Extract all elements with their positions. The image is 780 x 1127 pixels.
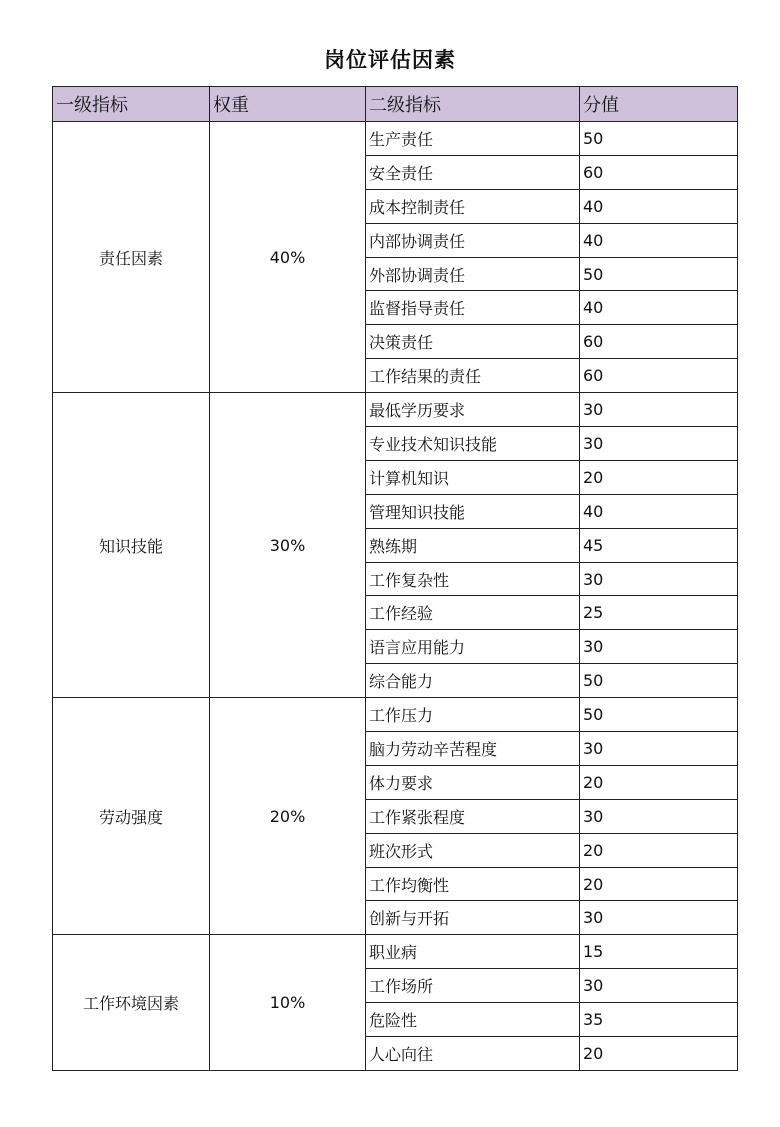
header-level1: 一级指标 (53, 87, 210, 122)
level2-indicator-cell: 工作结果的责任 (366, 359, 580, 393)
header-row (53, 87, 738, 122)
header-score: 分值 (580, 87, 738, 122)
score-cell: 30 (580, 901, 738, 935)
level2-indicator-cell: 外部协调责任 (366, 257, 580, 291)
level2-indicator-cell: 工作复杂性 (366, 562, 580, 596)
level1-indicator-cell: 知识技能 (53, 393, 210, 698)
table-row (53, 122, 738, 156)
score-cell: 40 (580, 223, 738, 257)
level2-indicator-cell: 工作经验 (366, 596, 580, 630)
score-cell: 30 (580, 393, 738, 427)
score-cell: 50 (580, 257, 738, 291)
level2-indicator-cell: 工作均衡性 (366, 867, 580, 901)
level1-indicator-cell: 劳动强度 (53, 698, 210, 935)
score-cell: 50 (580, 664, 738, 698)
level2-indicator-cell: 计算机知识 (366, 460, 580, 494)
score-cell: 20 (580, 833, 738, 867)
level2-indicator-cell: 脑力劳动辛苦程度 (366, 732, 580, 766)
header-level2: 二级指标 (366, 87, 580, 122)
level2-indicator-cell: 监督指导责任 (366, 291, 580, 325)
score-cell: 35 (580, 1003, 738, 1037)
score-cell: 20 (580, 765, 738, 799)
weight-cell: 30% (210, 393, 366, 698)
level2-indicator-cell: 综合能力 (366, 664, 580, 698)
level2-indicator-cell: 工作压力 (366, 698, 580, 732)
weight-cell: 20% (210, 698, 366, 935)
page-title: 岗位评估因素 (324, 48, 456, 72)
score-cell: 30 (580, 799, 738, 833)
score-cell: 30 (580, 732, 738, 766)
table-row (53, 393, 738, 427)
level2-indicator-cell: 班次形式 (366, 833, 580, 867)
score-cell: 30 (580, 630, 738, 664)
score-cell: 40 (580, 189, 738, 223)
level2-indicator-cell: 生产责任 (366, 122, 580, 156)
score-cell: 15 (580, 935, 738, 969)
level2-indicator-cell: 决策责任 (366, 325, 580, 359)
level2-indicator-cell: 工作紧张程度 (366, 799, 580, 833)
level2-indicator-cell: 安全责任 (366, 155, 580, 189)
level2-indicator-cell: 创新与开拓 (366, 901, 580, 935)
score-cell: 40 (580, 494, 738, 528)
score-cell: 50 (580, 698, 738, 732)
score-cell: 60 (580, 359, 738, 393)
table-row (53, 698, 738, 732)
score-cell: 30 (580, 969, 738, 1003)
score-cell: 20 (580, 460, 738, 494)
level2-indicator-cell: 体力要求 (366, 765, 580, 799)
score-cell: 30 (580, 427, 738, 461)
level2-indicator-cell: 危险性 (366, 1003, 580, 1037)
level2-indicator-cell: 内部协调责任 (366, 223, 580, 257)
level1-indicator-cell: 责任因素 (53, 122, 210, 393)
score-cell: 30 (580, 562, 738, 596)
score-cell: 60 (580, 325, 738, 359)
level2-indicator-cell: 语言应用能力 (366, 630, 580, 664)
score-cell: 60 (580, 155, 738, 189)
level2-indicator-cell: 最低学历要求 (366, 393, 580, 427)
score-cell: 20 (580, 867, 738, 901)
evaluation-table (52, 86, 738, 1071)
weight-cell: 40% (210, 122, 366, 393)
score-cell: 20 (580, 1037, 738, 1071)
level2-indicator-cell: 专业技术知识技能 (366, 427, 580, 461)
level2-indicator-cell: 职业病 (366, 935, 580, 969)
score-cell: 25 (580, 596, 738, 630)
level2-indicator-cell: 熟练期 (366, 528, 580, 562)
header-weight: 权重 (210, 87, 366, 122)
level2-indicator-cell: 工作场所 (366, 969, 580, 1003)
level1-indicator-cell: 工作环境因素 (53, 935, 210, 1071)
score-cell: 50 (580, 122, 738, 156)
level2-indicator-cell: 成本控制责任 (366, 189, 580, 223)
table-row (53, 935, 738, 969)
weight-cell: 10% (210, 935, 366, 1071)
level2-indicator-cell: 管理知识技能 (366, 494, 580, 528)
score-cell: 45 (580, 528, 738, 562)
score-cell: 40 (580, 291, 738, 325)
level2-indicator-cell: 人心向往 (366, 1037, 580, 1071)
